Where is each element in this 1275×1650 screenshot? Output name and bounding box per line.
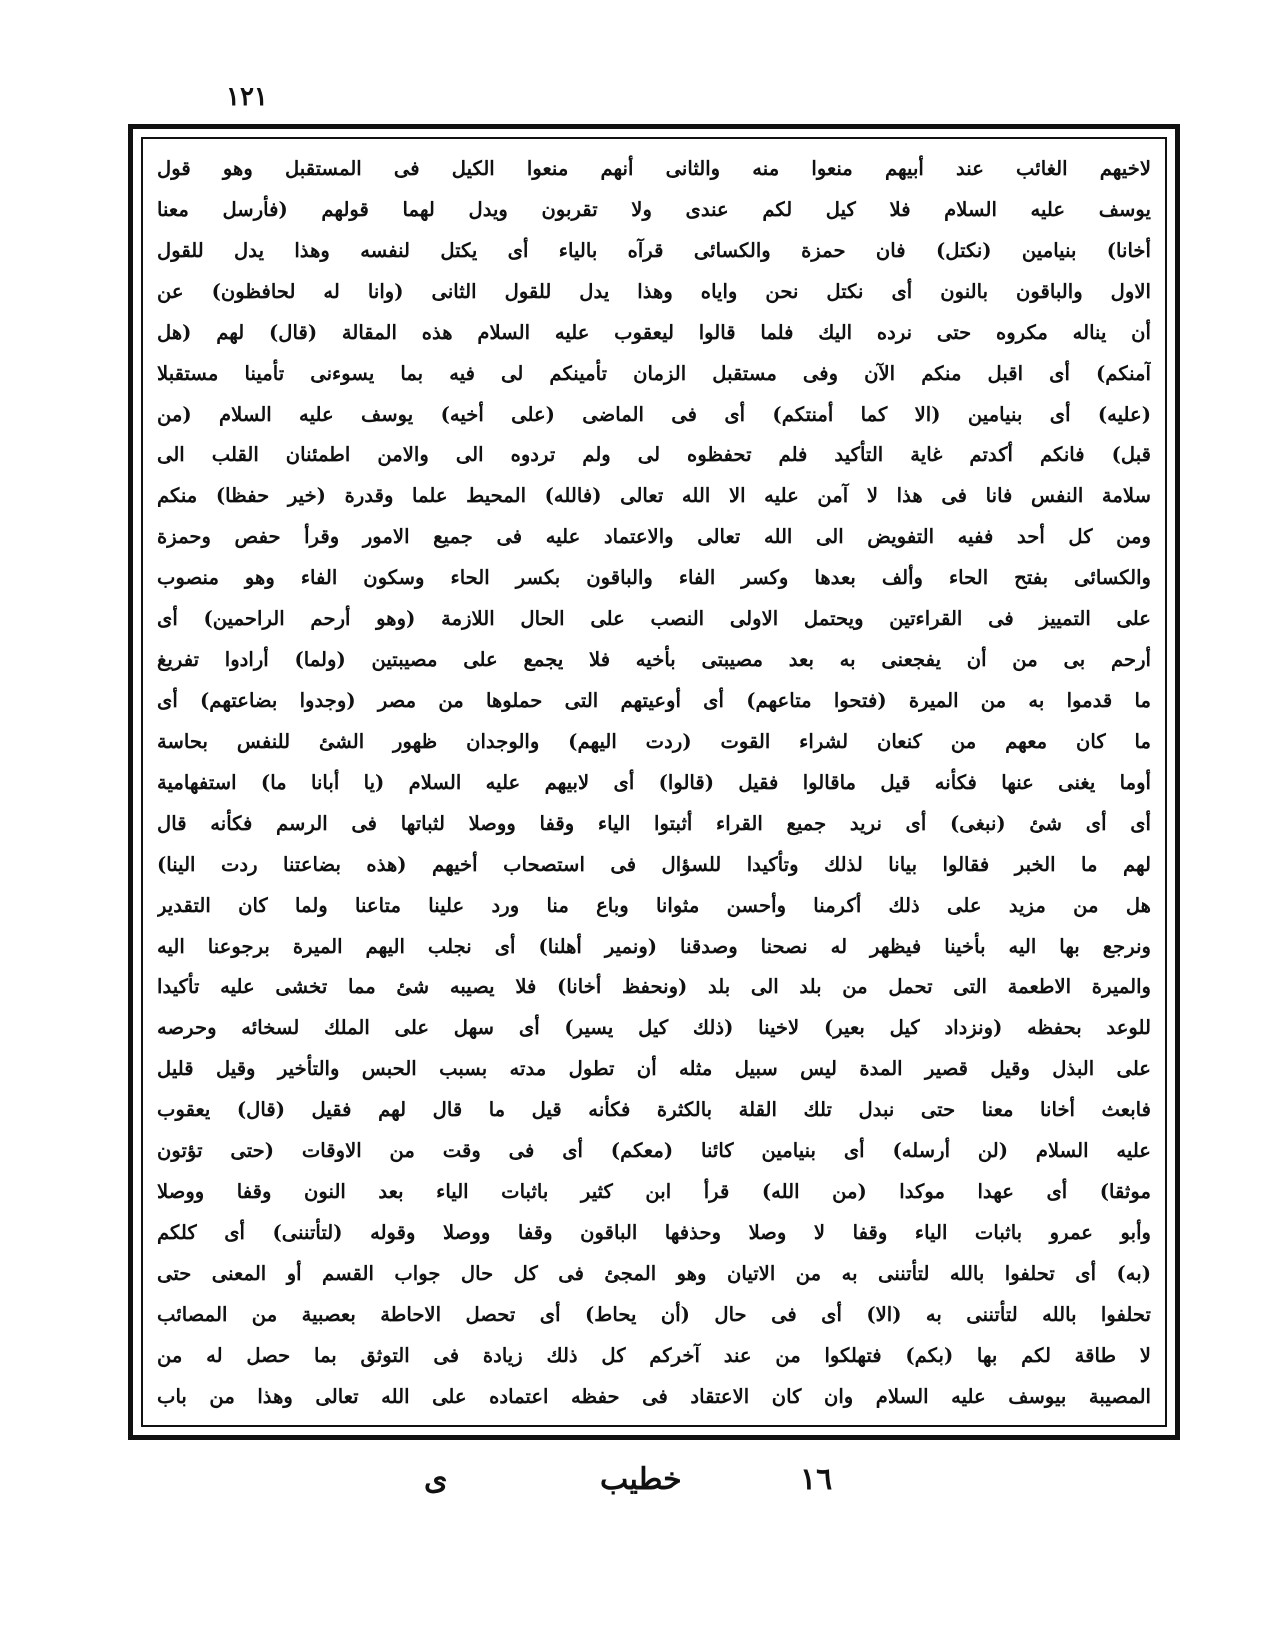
- text-line: أن يناله مكروه حتى نرده اليك فلما قالوا ليعقوب عليه السلام هذه المقالة (قال) لهم (هل: [157, 320, 1151, 344]
- text-line: سلامة النفس فانا فى هذا لا آمن عليه الا الله تعالى (فالله) المحيط علما وقدرة (خير حفظا) منكم: [157, 484, 1151, 508]
- text-line: هل من مزيد على ذلك أكرمنا وأحسن مثوانا وباع منا ورد علينا متاعنا ولما كان التقدير: [157, 893, 1151, 917]
- text-block: [157, 149, 1151, 1417]
- text-line: ما كان معهم من كنعان لشراء القوت (ردت اليهم) والوجدان ظهور الشئ للنفس بحاسة: [157, 729, 1151, 753]
- page-footer: [0, 1462, 1275, 1502]
- signature-number: ١٦: [800, 1462, 833, 1497]
- text-line: (عليه) أى بنيامين (الا كما أمنتكم) أى فى الماضى (على أخيه) يوسف عليه السلام (من: [157, 402, 1151, 426]
- text-line: أى أى شئ (نبغى) أى نريد جميع القراء أثبتوا الياء وقفا ووصلا لثباتها فى الرسم فكأنه قال: [157, 811, 1151, 835]
- text-line: المصيبة بيوسف عليه السلام وان كان الاعتقاد فى حفظه اعتماده على الله تعالى وهذا من باب: [157, 1384, 1151, 1408]
- text-line: والكسائى بفتح الحاء وألف بعدها وكسر الفاء والباقون بكسر الحاء وسكون الفاء وهو منصوب: [157, 566, 1151, 590]
- text-line: أرحم بى من أن يفجعنى به بعد مصيبتى بأخيه فلا يجمع على مصيبتين (ولما) أرادوا تفريغ: [157, 648, 1151, 672]
- text-line: فابعث أخانا معنا حتى نبدل تلك القلة بالكثرة فكأنه قيل ما قال لهم فقيل (قال) يعقوب: [157, 1098, 1151, 1122]
- text-line: آمنكم) أى اقبل منكم الآن وفى مستقبل الزمان تأمينكم لى فيه بما يسوءنى تأمينا مستقبلا: [157, 361, 1151, 385]
- page-frame-inner: [141, 137, 1167, 1427]
- text-line: للوعد بحفظه (ونزداد كيل بعير) لاخينا (ذلك كيل يسير) أى سهل على الملك لسخائه وحرصه: [157, 1016, 1151, 1040]
- text-line: ما قدموا به من الميرة (فتحوا متاعهم) أى أوعيتهم التى حملوها من مصر (وجدوا بضاعتهم) أى: [157, 688, 1151, 712]
- text-line: لا طاقة لكم بها (بكم) فتهلكوا من عند آخركم كل ذلك زيادة فى التوثق بما حصل له من: [157, 1343, 1151, 1367]
- text-line: لاخيهم الغائب عند أبيهم منعوا منه والثانى أنهم منعوا الكيل فى المستقبل وهو قول: [157, 157, 1151, 180]
- signature-mark: ى: [424, 1462, 448, 1497]
- text-line: أوما يغنى عنها فكأنه قيل ماقالوا فقيل (قالوا) أى لابيهم عليه السلام (يا أبانا ما) استفهامية: [157, 770, 1151, 794]
- text-line: (به) أى تحلفوا بالله لتأتننى به من الاتيان وهو المجئ فى كل حال جواب القسم أو المعنى حتى: [157, 1261, 1151, 1285]
- page-number: ١٢١: [226, 82, 268, 112]
- text-line: وأبو عمرو باثبات الياء وقفا لا وصلا وحذفها الباقون وقفا ووصلا وقوله (لتأتننى) أى كلكم: [157, 1220, 1151, 1244]
- signature-word: خطيب: [600, 1462, 682, 1497]
- text-line: ومن كل أحد ففيه التفويض الى الله تعالى والاعتماد عليه فى جميع الامور وقرأ حفص وحمزة: [157, 525, 1151, 549]
- text-line: تحلفوا بالله لتأتننى به (الا) أى فى حال (أن يحاط) أى تحصل الاحاطة بعصبية من المصائب: [157, 1302, 1151, 1326]
- text-line: على التمييز فى القراءتين ويحتمل الاولى النصب على الحال اللازمة (وهو أرحم الراحمين) أى: [157, 607, 1151, 631]
- text-line: لهم ما الخبر فقالوا بيانا لذلك وتأكيدا للسؤال فى استصحاب أخيهم (هذه بضاعتنا ردت الينا): [157, 852, 1151, 876]
- text-line: أخانا) بنيامين (نكتل) فان حمزة والكسائى قرآه بالياء أى يكتل لنفسه وهذا يدل للقول: [157, 238, 1151, 262]
- text-line: الاول والباقون بالنون أى نكتل نحن واياه وهذا يدل للقول الثانى (وانا له لحافظون) عن: [157, 279, 1151, 303]
- text-line: قبل) فانكم أكدتم غاية التأكيد فلم تحفظوه لى ولم تردوه الى والامن اطمئنان القلب الى: [157, 443, 1151, 467]
- page-frame: [128, 124, 1180, 1440]
- text-line: ونرجع بها اليه بأخينا فيظهر له نصحنا وصدقنا (ونمير أهلنا) أى نجلب اليهم الميرة برجوعنا اليه: [157, 934, 1151, 958]
- text-line: يوسف عليه السلام فلا كيل لكم عندى ولا تقربون ويدل لهما قولهم (فأرسل معنا: [157, 197, 1151, 221]
- text-line: والميرة الاطعمة التى تحمل من بلد الى بلد (ونحفظ أخانا) فلا يصيبه شئ مما تخشى عليه تأكيدا: [157, 975, 1151, 999]
- text-line: عليه السلام (لن أرسله) أى بنيامين كائنا (معكم) أى فى وقت من الاوقات (حتى تؤتون: [157, 1139, 1151, 1163]
- text-line: على البذل وقيل قصير المدة ليس سبيل مثله أن تطول مدته بسبب الحبس والتأخير وقيل قليل: [157, 1057, 1151, 1081]
- text-line: موثقا) أى عهدا موكدا (من الله) قرأ ابن كثير باثبات الياء بعد النون وقفا ووصلا: [157, 1180, 1151, 1204]
